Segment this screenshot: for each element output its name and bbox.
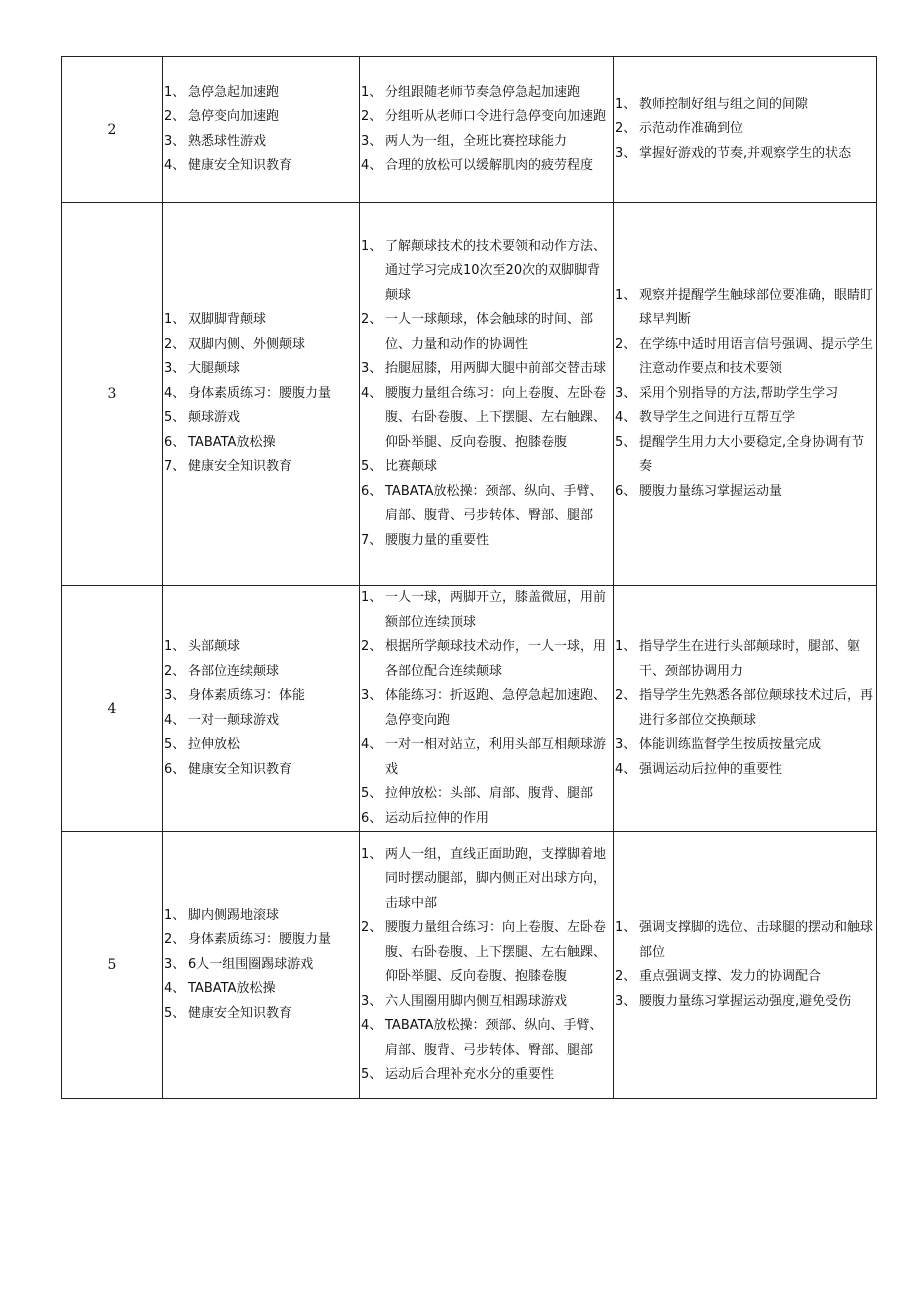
list-item-index: 1、: [615, 287, 637, 303]
lesson-notes-cell: [614, 832, 877, 1099]
list-item-index: 3、: [164, 956, 186, 972]
list-item: [164, 357, 357, 382]
list-item-index: 6、: [615, 483, 637, 499]
list-item-index: 2、: [615, 336, 637, 352]
list-item: [361, 235, 611, 309]
list-item-index: 2、: [361, 639, 383, 654]
list-item-index: 1、: [361, 84, 383, 100]
list-item-index: 6、: [164, 761, 186, 777]
list-item-index: 4、: [164, 158, 186, 173]
list-item: [164, 308, 357, 333]
list-item-text: 拉伸放松：头部、肩部、腹背、腿部: [385, 786, 594, 801]
list-item: [361, 357, 611, 382]
list-item: [361, 1063, 611, 1088]
list-item: [164, 81, 357, 106]
list-item-text: 急停变向加速跑: [188, 109, 280, 124]
lesson-methods-cell: [360, 586, 614, 832]
list-item-text: 合理的放松可以缓解肌肉的疲劳程度: [385, 158, 594, 173]
list-item-text: 一人一球颠球，体会触球的时间、部位、力量和动作的协调性: [385, 312, 594, 352]
list-item-index: 6、: [164, 434, 186, 450]
table-row: [62, 203, 877, 586]
list-item-index: 5、: [361, 459, 383, 475]
list-item-index: 1、: [164, 907, 186, 923]
list-item-text: 观察并提醒学生触球部位要准确，眼睛盯球早判断: [639, 287, 874, 328]
list-item: [361, 990, 611, 1015]
list-item: [361, 81, 611, 106]
list-item: [615, 480, 874, 505]
list-item-text: 比赛颠球: [385, 459, 438, 475]
list-item-index: 1、: [361, 238, 383, 254]
list-item-index: 2、: [164, 109, 186, 124]
list-item-text: TABATA放松操：颈部、纵向、手臂、肩部、腹背、弓步转体、臀部、腿部: [385, 483, 603, 524]
list-item-text: 示范动作准确到位: [639, 121, 744, 137]
list-item-text: 一对一相对站立，利用头部互相颠球游戏: [385, 737, 607, 777]
list-item-text: 身体素质练习：腰腹力量: [188, 932, 332, 948]
list-item-index: 6、: [361, 483, 383, 499]
list-item: [361, 455, 611, 480]
list-item-index: 3、: [164, 688, 186, 703]
list-item: [164, 1002, 357, 1027]
list-item-text: 教导学生之间进行互帮互学: [639, 410, 796, 426]
list-item: [164, 928, 357, 953]
list-item-index: 5、: [361, 1067, 383, 1082]
list-item: [164, 154, 357, 179]
list-item: [361, 586, 611, 635]
lesson-methods-cell: [360, 203, 614, 586]
list-item-text: 健康安全知识教育: [188, 761, 293, 777]
list-item: [615, 93, 874, 118]
list-item-text: 拉伸放松: [188, 737, 241, 752]
list-item-index: 3、: [164, 361, 186, 377]
list-item: [164, 382, 357, 407]
list-item-index: 2、: [164, 336, 186, 352]
list-item-index: 3、: [615, 737, 637, 752]
list-item-text: 腰腹力量练习掌握运动强度,避免受伤: [639, 993, 852, 1009]
list-item-index: 4、: [164, 385, 186, 401]
list-item: [615, 758, 874, 783]
lesson-number: 2: [62, 57, 163, 203]
list-item: [361, 916, 611, 990]
list-item-index: 3、: [615, 993, 637, 1009]
list-item-text: 指导学生在进行头部颠球时，腿部、躯干、颈部协调用力: [639, 639, 861, 679]
list-item-text: 指导学生先熟悉各部位颠球技术过后，再进行多部位交换颠球: [639, 688, 874, 728]
list-item-index: 3、: [615, 385, 637, 401]
list-item: [361, 308, 611, 357]
list-item-text: 身体素质练习：体能: [188, 688, 306, 703]
list-item-index: 1、: [615, 920, 637, 935]
list-item-text: 运动后拉伸的作用: [385, 810, 490, 826]
list-item-text: 两人一组，直线正面助跑，支撑脚着地同时摆动腿部，脚内侧正对出球方向，击球中部: [385, 846, 607, 911]
list-item: [615, 117, 874, 142]
list-item-text: 急停急起加速跑: [188, 84, 280, 100]
list-item-index: 4、: [361, 385, 383, 401]
list-item: [361, 105, 611, 130]
lesson-content-cell: [163, 57, 360, 203]
list-item: [164, 904, 357, 929]
list-item: [615, 635, 874, 684]
list-item-text: 采用个别指导的方法,帮助学生学习: [639, 385, 839, 401]
list-item: [361, 154, 611, 179]
list-item-index: 3、: [615, 145, 637, 161]
list-item-index: 2、: [164, 663, 186, 679]
list-item: [164, 333, 357, 358]
lesson-number: 3: [62, 203, 163, 586]
list-item-index: 7、: [164, 459, 186, 475]
list-item-text: 头部颠球: [188, 639, 241, 654]
list-item: [164, 406, 357, 431]
list-item-index: 2、: [615, 688, 637, 703]
list-item-index: 4、: [361, 158, 383, 173]
list-item-text: 分组跟随老师节奏急停急起加速跑: [385, 84, 581, 100]
list-item-index: 6、: [361, 810, 383, 826]
list-item: [615, 406, 874, 431]
list-item: [361, 733, 611, 782]
list-item-text: TABATA放松操: [188, 981, 276, 997]
list-item-text: 两人为一组，全班比赛控球能力: [385, 133, 568, 149]
list-item: [164, 130, 357, 155]
list-item-text: 腰腹力量的重要性: [385, 532, 490, 548]
list-item-text: 重点强调支撑、发力的协调配合: [639, 969, 822, 984]
list-item-text: 强调运动后拉伸的重要性: [639, 761, 783, 777]
list-item: [615, 684, 874, 733]
list-item-index: 2、: [164, 932, 186, 948]
list-item: [615, 916, 874, 965]
list-item-text: 大腿颠球: [188, 361, 241, 377]
list-item: [164, 635, 357, 660]
list-item-index: 3、: [164, 133, 186, 149]
list-item: [164, 709, 357, 734]
list-item: [361, 782, 611, 807]
list-item: [164, 684, 357, 709]
lesson-notes-cell: [614, 57, 877, 203]
list-item-index: 4、: [361, 737, 383, 752]
list-item-text: 运动后合理补充水分的重要性: [385, 1067, 555, 1082]
list-item: [361, 1014, 611, 1063]
list-item: [361, 843, 611, 917]
list-item-index: 5、: [615, 434, 637, 450]
table-row: [62, 586, 877, 832]
list-item: [361, 635, 611, 684]
list-item-text: 体能训练监督学生按质按量完成: [639, 737, 822, 752]
list-item-index: 3、: [361, 688, 383, 703]
list-item: [615, 333, 874, 382]
list-item-text: 双脚脚背颠球: [188, 312, 267, 328]
list-item-text: 健康安全知识教育: [188, 158, 293, 173]
list-item-index: 2、: [361, 109, 383, 124]
list-item-index: 7、: [361, 532, 383, 548]
list-item-index: 2、: [361, 312, 383, 328]
list-item-text: 掌握好游戏的节奏,并观察学生的状态: [639, 145, 852, 161]
lesson-plan-body: [62, 57, 877, 1099]
list-item: [361, 130, 611, 155]
list-item-index: 1、: [164, 312, 186, 328]
list-item-text: 体能练习：折返跑、急停急起加速跑、急停变向跑: [385, 688, 607, 728]
list-item-index: 5、: [164, 737, 186, 752]
list-item: [164, 105, 357, 130]
list-item-text: 双脚内侧、外侧颠球: [188, 336, 306, 352]
list-item-index: 4、: [164, 981, 186, 997]
list-item-text: 一人一球，两脚开立，膝盖微屈，用前额部位连续顶球: [385, 590, 607, 630]
list-item: [615, 284, 874, 333]
list-item-index: 1、: [164, 84, 186, 100]
lesson-notes-cell: [614, 203, 877, 586]
list-item-text: TABATA放松操: [188, 434, 276, 450]
list-item-text: 提醒学生用力大小要稳定,全身协调有节奏: [639, 434, 865, 475]
list-item-text: 熟悉球性游戏: [188, 133, 267, 149]
list-item: [164, 758, 357, 783]
list-item-text: 6人一组围圈踢球游戏: [188, 956, 314, 972]
lesson-content-cell: [163, 203, 360, 586]
list-item-text: 一对一颠球游戏: [188, 712, 280, 728]
list-item: [615, 965, 874, 990]
list-item: [615, 382, 874, 407]
list-item-text: 腰腹力量组合练习：向上卷腹、左卧卷腹、右卧卷腹、上下摆腿、左右触踝、仰卧举腿、反向卷腹、抱膝卷腹: [385, 920, 607, 984]
list-item: [615, 142, 874, 167]
list-item-text: 六人围圈用脚内侧互相踢球游戏: [385, 993, 568, 1009]
list-item-index: 2、: [615, 121, 637, 137]
lesson-methods-cell: [360, 57, 614, 203]
list-item-index: 2、: [615, 969, 637, 984]
list-item: [615, 990, 874, 1015]
lesson-number: 4: [62, 586, 163, 832]
list-item-text: 腰腹力量组合练习：向上卷腹、左卧卷腹、右卧卷腹、上下摆腿、左右触踝、仰卧举腿、反向卷腹、抱膝卷腹: [385, 385, 607, 450]
list-item-index: 1、: [615, 96, 637, 112]
list-item-index: 4、: [164, 712, 186, 728]
list-item-index: 3、: [361, 133, 383, 149]
list-item: [164, 660, 357, 685]
list-item-index: 3、: [361, 993, 383, 1009]
lesson-number: 5: [62, 832, 163, 1099]
list-item-index: 1、: [164, 639, 186, 654]
list-item: [164, 733, 357, 758]
list-item-index: 1、: [615, 639, 637, 654]
list-item: [361, 480, 611, 529]
list-item-text: 强调支撑脚的选位、击球腿的摆动和触球部位: [639, 920, 874, 960]
list-item-text: 抬腿屈膝，用两脚大腿中前部交替击球: [385, 361, 607, 377]
list-item-text: 脚内侧踢地滚球: [188, 907, 280, 923]
list-item: [361, 807, 611, 832]
list-item-index: 5、: [361, 786, 383, 801]
list-item-text: 各部位连续颠球: [188, 663, 280, 679]
list-item-index: 5、: [164, 1005, 186, 1021]
list-item-index: 3、: [361, 361, 383, 377]
list-item: [164, 953, 357, 978]
lesson-methods-cell: [360, 832, 614, 1099]
table-row: [62, 832, 877, 1099]
list-item: [361, 382, 611, 456]
lesson-plan-table: [61, 56, 877, 1099]
list-item: [615, 733, 874, 758]
list-item: [361, 529, 611, 554]
list-item-text: 了解颠球技术的技术要领和动作方法、通过学习完成10次至20次的双脚脚背颠球: [385, 238, 607, 303]
list-item-index: 4、: [615, 761, 637, 777]
list-item: [615, 431, 874, 480]
list-item-index: 4、: [361, 1018, 383, 1033]
list-item-text: 根据所学颠球技术动作，一人一球，用各部位配合连续颠球: [385, 639, 607, 679]
list-item-index: 1、: [361, 590, 383, 605]
list-item: [361, 684, 611, 733]
list-item: [164, 977, 357, 1002]
lesson-notes-cell: [614, 586, 877, 832]
list-item-index: 2、: [361, 920, 383, 935]
lesson-content-cell: [163, 832, 360, 1099]
list-item: [164, 431, 357, 456]
list-item-text: 颠球游戏: [188, 410, 241, 426]
list-item-text: TABATA放松操：颈部、纵向、手臂、肩部、腹背、弓步转体、臀部、腿部: [385, 1018, 603, 1058]
list-item-index: 5、: [164, 410, 186, 426]
list-item-text: 腰腹力量练习掌握运动量: [639, 483, 783, 499]
lesson-content-cell: [163, 586, 360, 832]
list-item-text: 身体素质练习：腰腹力量: [188, 385, 332, 401]
table-row: [62, 57, 877, 203]
list-item-index: 1、: [361, 846, 383, 862]
list-item-text: 健康安全知识教育: [188, 1005, 293, 1021]
list-item-text: 教师控制好组与组之间的间隙: [639, 96, 809, 112]
list-item-text: 健康安全知识教育: [188, 459, 293, 475]
list-item-text: 在学练中适时用语言信号强调、提示学生注意动作要点和技术要领: [639, 336, 874, 377]
list-item-text: 分组听从老师口令进行急停变向加速跑: [385, 109, 607, 124]
list-item-index: 4、: [615, 410, 637, 426]
list-item: [164, 455, 357, 480]
